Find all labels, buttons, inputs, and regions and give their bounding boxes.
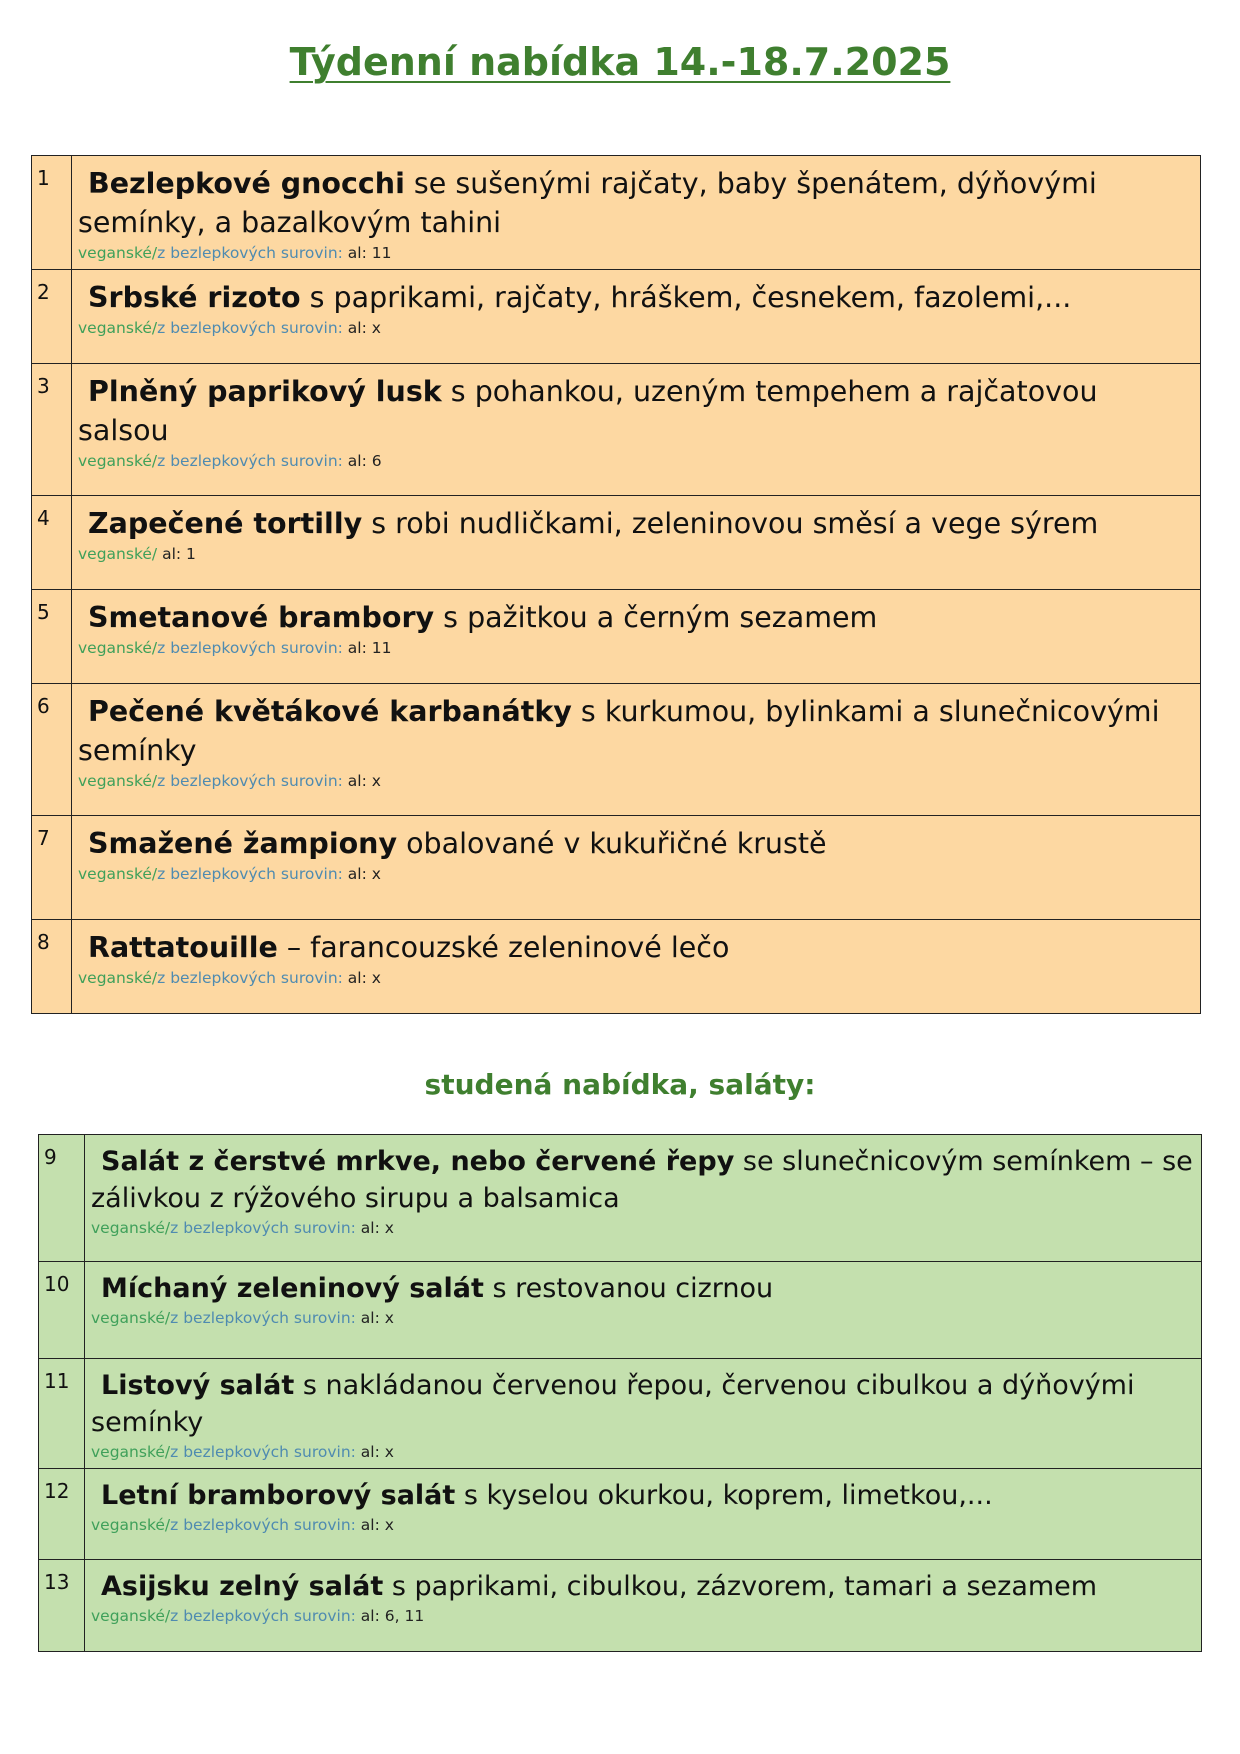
table-row [32,816,1201,920]
allergens: al: x [342,319,381,337]
dish-description: s paprikami, cibulkou, zázvorem, tamari a sezamem [383,1571,1098,1602]
allergens: al: 6 [342,452,382,470]
dish-name: Asijsku zelný salát [101,1571,384,1602]
gluten-free-tag: z bezlepkových surovin: [170,1309,356,1327]
dish-name: Míchaný zeleninový salát [101,1273,484,1304]
item-number: 13 [39,1560,85,1652]
menu-item [72,496,1201,590]
gluten-free-tag: z bezlepkových surovin: [157,319,343,337]
dish-description: s pohankou, uzeným tempehem a rajčatovou salsou [78,375,1098,447]
menu-item [72,684,1201,816]
vegan-tag: veganské/ [78,772,158,790]
menu-item [72,920,1201,1014]
item-number: 4 [32,496,72,590]
gluten-free-tag: z bezlepkových surovin: [157,865,343,883]
allergens: al: x [342,865,381,883]
dish-description: se slunečnicovým semínkem – se zálivkou z rýžového sirupu a balsamica [91,1146,1193,1214]
item-number: 11 [39,1359,85,1469]
gluten-free-tag: z bezlepkových surovin: [170,1443,356,1461]
table-row [39,1359,1202,1469]
table-row [32,684,1201,816]
item-number: 10 [39,1262,85,1359]
allergens: al: x [355,1219,394,1237]
dish-description: se sušenými rajčaty, baby špenátem, dýňovými semínky, a bazalkovým tahini [78,167,1097,239]
allergens: al: 11 [342,639,392,657]
dish-name: Pečené květákové karbanátky [88,695,572,728]
item-number: 2 [32,270,72,364]
menu-item [85,1469,1202,1560]
menu-item [72,270,1201,364]
allergens: al: 6, 11 [355,1607,425,1625]
dish-description: obalované v kukuřičné krustě [397,827,827,860]
menu-item [85,1560,1202,1652]
dish-description: s pažitkou a černým sezamem [434,601,878,634]
dish-description: s restovanou cizrnou [483,1273,774,1304]
gluten-free-tag: z bezlepkových surovin: [157,772,343,790]
menu-item [85,1135,1202,1262]
dish-description: s kyselou okurkou, koprem, limetkou,... [455,1480,993,1511]
item-number: 6 [32,684,72,816]
allergens: al: x [355,1516,394,1534]
vegan-tag: veganské/ [91,1219,171,1237]
vegan-tag: veganské/ [78,639,158,657]
dish-description: s kurkumou, bylinkami a slunečnicovými semínky [78,695,1160,767]
vegan-tag: veganské/ [78,452,158,470]
item-number: 7 [32,816,72,920]
page-title: Týdenní nabídka 14.-18.7.2025 [289,40,951,84]
table-row [32,496,1201,590]
dish-name: Rattatouille [88,931,278,964]
table-row [39,1560,1202,1652]
item-number: 3 [32,364,72,496]
cold-section-title: studená nabídka, saláty: [424,1068,816,1101]
table-row [32,920,1201,1014]
table-row [39,1262,1202,1359]
allergens: al: 1 [157,545,196,563]
menu-item [72,816,1201,920]
item-number: 1 [32,156,72,270]
vegan-tag: veganské/ [91,1607,171,1625]
item-number: 12 [39,1469,85,1560]
menu-item [85,1359,1202,1469]
hot-menu-table [31,155,1201,1014]
table-row [32,156,1201,270]
cold-menu-table [38,1134,1202,1652]
dish-name: Letní bramborový salát [101,1480,456,1511]
gluten-free-tag: z bezlepkových surovin: [170,1219,356,1237]
allergens: al: x [342,772,381,790]
menu-item [72,364,1201,496]
vegan-tag: veganské/ [78,545,158,563]
dish-description: – farancouzské zeleninové lečo [277,931,730,964]
allergens: al: x [342,969,381,987]
vegan-tag: veganské/ [78,319,158,337]
menu-item [72,156,1201,270]
item-number: 8 [32,920,72,1014]
gluten-free-tag: z bezlepkových surovin: [157,452,343,470]
dish-description: s nakládanou červenou řepou, červenou cibulkou a dýňovými semínky [91,1370,1135,1438]
vegan-tag: veganské/ [78,865,158,883]
hot-menu-body [32,156,1201,1014]
table-row [39,1469,1202,1560]
gluten-free-tag: z bezlepkových surovin: [157,244,343,262]
allergens: al: 11 [342,244,392,262]
dish-name: Smažené žampiony [88,827,398,860]
menu-item [85,1262,1202,1359]
table-row [32,364,1201,496]
allergens: al: x [355,1309,394,1327]
cold-menu-body [39,1135,1202,1652]
dish-description: s paprikami, rajčaty, hráškem, česnekem, fazolemi,... [300,281,1072,314]
vegan-tag: veganské/ [91,1309,171,1327]
vegan-tag: veganské/ [91,1516,171,1534]
gluten-free-tag: z bezlepkových surovin: [157,969,343,987]
gluten-free-tag: z bezlepkových surovin: [170,1607,356,1625]
menu-item [72,590,1201,684]
dish-name: Bezlepkové gnocchi [88,167,405,200]
dish-name: Srbské rizoto [88,281,301,314]
dish-name: Zapečené tortilly [88,507,363,540]
vegan-tag: veganské/ [78,969,158,987]
vegan-tag: veganské/ [78,244,158,262]
dish-name: Listový salát [101,1370,295,1401]
dish-name: Smetanové brambory [88,601,435,634]
vegan-tag: veganské/ [91,1443,171,1461]
item-number: 9 [39,1135,85,1262]
gluten-free-tag: z bezlepkových surovin: [157,639,343,657]
dish-name: Plněný paprikový lusk [88,375,442,408]
gluten-free-tag: z bezlepkových surovin: [170,1516,356,1534]
dish-name: Salát z čerstvé mrkve, nebo červené řepy [101,1146,735,1177]
table-row [32,270,1201,364]
allergens: al: x [355,1443,394,1461]
dish-description: s robi nudličkami, zeleninovou směsí a vege sýrem [362,507,1099,540]
table-row [32,590,1201,684]
item-number: 5 [32,590,72,684]
table-row [39,1135,1202,1262]
